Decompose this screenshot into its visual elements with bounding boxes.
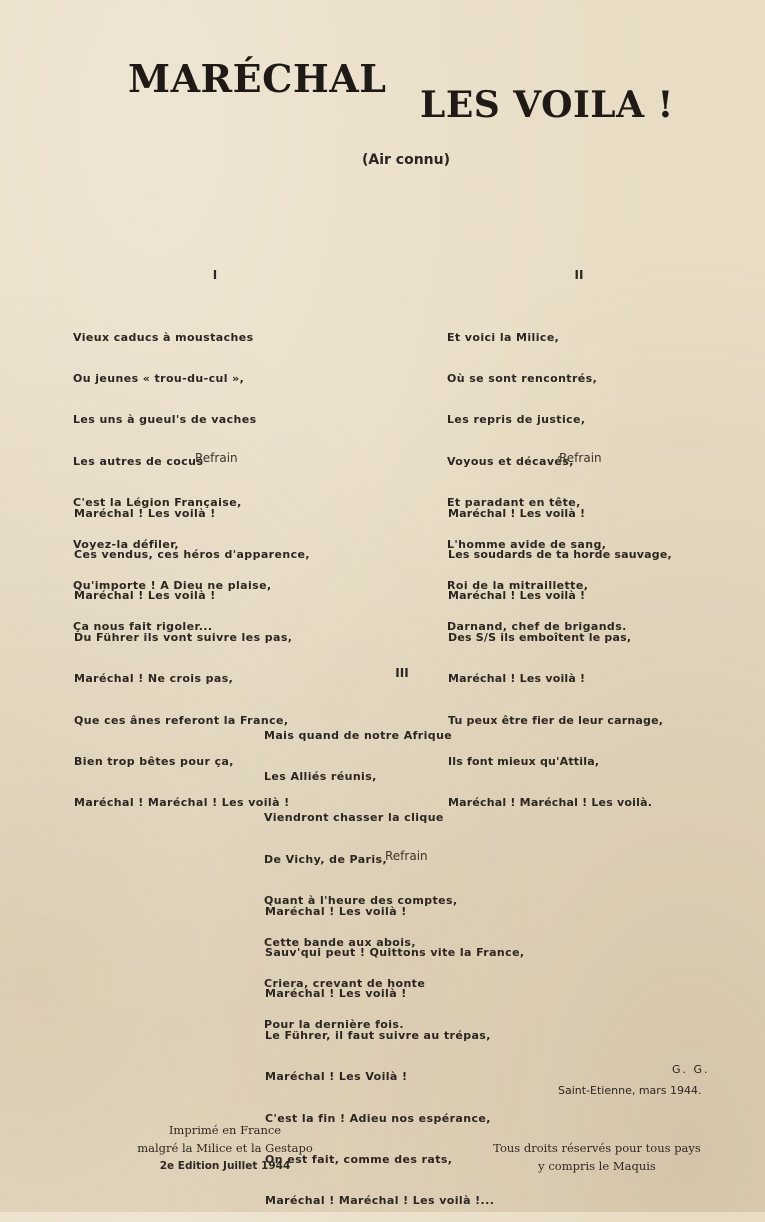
refrain-line: Maréchal ! Maréchal ! Les voilà ! <box>74 796 290 810</box>
refrain-line: Ils font mieux qu'Attila, <box>448 754 600 768</box>
verse-line: Roi de la mitraillette, <box>447 578 589 592</box>
refrain-line: Bien trop bêtes pour ça, <box>74 754 234 768</box>
refrain-line: Les soudards de ta horde sauvage, <box>448 547 672 561</box>
verse-line: Pour la dernière fois. <box>264 1018 404 1032</box>
verse-line: Les uns à gueul's de vaches <box>73 413 257 427</box>
verse-line: Voyez-la défiler, <box>73 537 179 551</box>
author-signature: G. G. <box>672 1063 710 1076</box>
verse-line: Ça nous fait rigoler... <box>73 620 213 634</box>
refrain-line: Maréchal ! Les voilà ! <box>448 589 586 603</box>
refrain-line: Ces vendus, ces héros d'apparence, <box>74 547 310 561</box>
rights-notice <box>462 1139 732 1175</box>
verse-line: Où se sont rencontrés, <box>447 371 598 385</box>
edition-line: 2e Edition Juillet 1944 <box>159 1160 291 1172</box>
verse-1-numeral: I <box>212 268 218 282</box>
verse-line: Cette bande aux abois, <box>264 935 416 949</box>
verse-line: De Vichy, de Paris, <box>264 852 388 866</box>
verse-line: Viendront chasser la clique <box>264 811 444 825</box>
verse-line: Voyous et décavés, <box>447 454 574 468</box>
title-marechal: MARÉCHAL <box>128 56 387 101</box>
imprint-line: malgré la Milice et la Gestapo <box>137 1141 313 1155</box>
verse-line: Quant à l'heure des comptes, <box>264 894 458 908</box>
rights-line: Tous droits réservés pour tous pays <box>493 1141 701 1155</box>
verse-line: Mais quand de notre Afrique <box>264 728 453 742</box>
refrain-2 <box>448 479 672 824</box>
title-les-voila: LES VOILA ! <box>420 84 674 126</box>
verse-line: Et paradant en tête, <box>447 496 581 510</box>
verse-line: Et voici la Milice, <box>447 330 560 344</box>
verse-3-numeral: III <box>395 666 409 680</box>
refrain-line: Maréchal ! Maréchal ! Les voilà !... <box>265 1194 495 1208</box>
verse-line: Les repris de justice, <box>447 413 586 427</box>
imprint-line: Imprimé en France <box>168 1123 282 1137</box>
refrain-line: Maréchal ! Les voilà ! <box>74 506 216 520</box>
verse-line: Qu'importe ! A Dieu ne plaise, <box>73 578 272 592</box>
verse-line: Vieux caducs à moustaches <box>73 330 254 344</box>
refrain-line: Maréchal ! Les Voilà ! <box>265 1070 408 1084</box>
refrain-3-label: Refrain <box>385 849 428 863</box>
refrain-line: Du Führer ils vont suivre les pas, <box>74 630 293 644</box>
subtitle: (Air connu) <box>361 152 451 168</box>
refrain-line: Maréchal ! Les voilà ! <box>448 672 586 686</box>
verse-line: Ou jeunes « trou-du-cul », <box>73 371 245 385</box>
verse-line: C'est la Légion Française, <box>73 496 242 510</box>
refrain-line: Le Führer, il faut suivre au trépas, <box>265 1028 491 1042</box>
refrain-line: Maréchal ! Les voilà ! <box>265 904 407 918</box>
imprint <box>100 1121 350 1175</box>
refrain-line: Que ces ânes referont la France, <box>74 713 289 727</box>
verse-line: Criera, crevant de honte <box>264 976 426 990</box>
refrain-2-label: Refrain <box>559 451 602 465</box>
refrain-line: Maréchal ! Les voilà ! <box>74 589 216 603</box>
refrain-line: C'est la fin ! Adieu nos espérance, <box>265 1111 491 1125</box>
verse-line: L'homme avide de sang, <box>447 537 607 551</box>
verse-2-numeral: II <box>574 268 584 282</box>
refrain-line: Maréchal ! Les voilà ! <box>448 506 586 520</box>
verse-line: Les autres de cocus <box>73 454 204 468</box>
refrain-line: Maréchal ! Ne crois pas, <box>74 672 234 686</box>
refrain-line: On est fait, comme des rats, <box>265 1152 453 1166</box>
rights-line: y compris le Maquis <box>538 1159 656 1173</box>
refrain-line: Maréchal ! Maréchal ! Les voilà. <box>448 796 653 810</box>
refrain-1-label: Refrain <box>195 451 238 465</box>
refrain-line: Tu peux être fier de leur carnage, <box>448 713 664 727</box>
refrain-line: Sauv'qui peut ! Quittons vite la France, <box>265 945 525 959</box>
refrain-line: Des S/S ils emboîtent le pas, <box>448 630 632 644</box>
refrain-line: Maréchal ! Les voilà ! <box>265 987 407 1001</box>
place-date: Saint-Etienne, mars 1944. <box>558 1084 702 1097</box>
verse-line: Darnand, chef de brigands. <box>447 620 627 634</box>
verse-line: Les Alliés réunis, <box>264 769 377 783</box>
